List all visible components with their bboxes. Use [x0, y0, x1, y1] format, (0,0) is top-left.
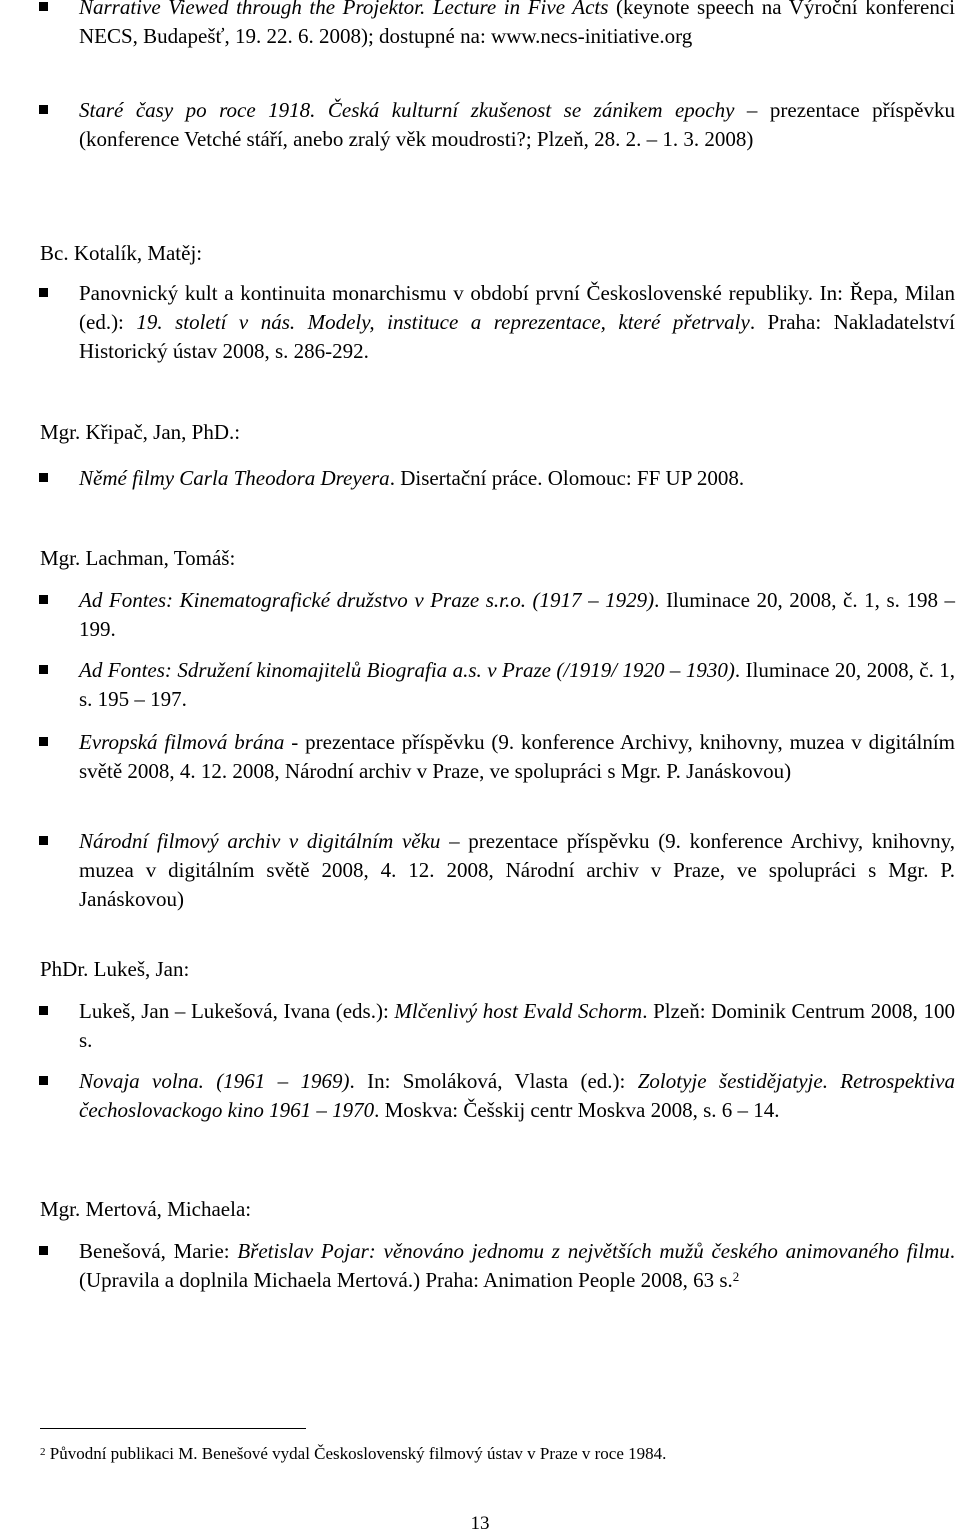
- entry-text: [79, 279, 955, 366]
- page-number: 13: [470, 1513, 490, 1534]
- footnote-reference: 2: [732, 1269, 740, 1284]
- author-heading: Mgr. Lachman, Tomáš:: [40, 546, 236, 570]
- entry-text: [79, 586, 955, 644]
- author-heading: Bc. Kotalík, Matěj:: [40, 241, 203, 265]
- entry-title-italic: Narrative Viewed through the Projektor. Lecture in Five Acts: [79, 0, 609, 19]
- entry-text: [79, 656, 955, 714]
- entry-text-segment: . Plzeň: Dominik Centrum 2008, 100 s.: [79, 999, 955, 1052]
- entry-text-segment: - prezentace příspěvku (9. konference Archivy, knihovny, muzea v digitálním světě 2008, 4. 12. 2008, Národní archiv v Praze, ve spolupráci s Mgr. P. Janáskovou): [79, 730, 955, 783]
- entry-text-segment: – prezentace příspěvku (9. konference Archivy, knihovny, muzea v digitálním světě 2008, 4. 12. 2008, Národní archiv v Praze, ve spolupráci s Mgr. P. Janáskovou): [79, 829, 955, 911]
- square-bullet-icon: [39, 1006, 48, 1015]
- footnote: [40, 1442, 940, 1466]
- square-bullet-icon: [39, 836, 48, 845]
- square-bullet-icon: [39, 288, 48, 297]
- author-heading: Mgr. Mertová, Michaela:: [40, 1197, 252, 1221]
- square-bullet-icon: [39, 665, 48, 674]
- entry-text-segment: . Iluminace 20, 2008, č. 1, s. 195 – 197.: [79, 658, 956, 711]
- entry-text-segment: . Moskva: Češskij centr Moskva 2008, s. 6 – 14.: [374, 1098, 780, 1122]
- entry-title-italic: Staré časy po roce 1918. Česká kulturní zkušenost se zánikem epochy: [79, 98, 735, 122]
- entry-text-segment: . Disertační práce. Olomouc: FF UP 2008.: [389, 466, 745, 490]
- entry-title-italic: Mlčenlivý host Evald Schorm: [394, 999, 643, 1023]
- square-bullet-icon: [39, 1076, 48, 1085]
- entry-text: [79, 96, 955, 154]
- entry-title-italic: Evropská filmová brána: [79, 730, 285, 754]
- entry-text: [79, 1067, 955, 1125]
- entry-text: [79, 464, 955, 493]
- square-bullet-icon: [39, 595, 48, 604]
- entry-text-segment: – prezentace příspěvku (konference Vetché stáří, anebo zralý věk moudrosti?; Plzeň, 28. 2. – 1. 3. 2008): [79, 98, 955, 151]
- square-bullet-icon: [39, 473, 48, 482]
- author-heading: Mgr. Křipač, Jan, PhD.:: [40, 420, 241, 444]
- entry-text-segment: Panovnický kult a kontinuita monarchismu v období první Československé republiky. In: Řepa, Milan (ed.):: [79, 281, 955, 334]
- entry-title-italic: Zolotyje šestidějatyje. Retrospektiva čechoslovackogo kino 1961 – 1970: [79, 1069, 955, 1122]
- entry-title-italic: Národní filmový archiv v digitálním věku: [79, 829, 441, 853]
- square-bullet-icon: [39, 1246, 48, 1255]
- entry-text-segment: . In: Smoláková, Vlasta (ed.):: [349, 1069, 638, 1093]
- entry-title-italic: Němé filmy Carla Theodora Dreyera: [79, 466, 390, 490]
- entry-text-segment: . Praha: Nakladatelství Historický ústav 2008, s. 286-292.: [79, 310, 955, 363]
- square-bullet-icon: [39, 105, 48, 114]
- square-bullet-icon: [39, 2, 48, 11]
- square-bullet-icon: [39, 737, 48, 746]
- entry-title-italic: Ad Fontes: Sdružení kinomajitelů Biografia a.s. v Praze (/1919/ 1920 – 1930): [79, 658, 735, 682]
- entry-title-italic: 19. století v nás. Modely, instituce a reprezentace, které přetrvaly: [136, 310, 750, 334]
- entry-title-italic: Ad Fontes: Kinematografické družstvo v Praze s.r.o. (1917 – 1929): [79, 588, 655, 612]
- footnote-marker: 2: [40, 1446, 46, 1458]
- footnote-separator: [40, 1428, 306, 1429]
- entry-text: [79, 728, 955, 786]
- entry-text: [79, 1237, 955, 1295]
- author-heading: PhDr. Lukeš, Jan:: [40, 957, 190, 981]
- footnote-text: Původní publikaci M. Benešové vydal Československý filmový ústav v Praze v roce 1984.: [45, 1444, 667, 1463]
- entry-text-segment: (keynote speech na Výroční konferenci NECS, Budapešť, 19. 22. 6. 2008); dostupné na: www.necs-initiative.org: [79, 0, 955, 48]
- entry-text-segment: Lukeš, Jan – Lukešová, Ivana (eds.):: [79, 999, 395, 1023]
- entry-text: [79, 0, 955, 51]
- entry-text: [79, 827, 955, 914]
- entry-text-segment: . Iluminace 20, 2008, č. 1, s. 198 – 199.: [79, 588, 955, 641]
- entry-title-italic: Břetislav Pojar: věnováno jednomu z největších mužů českého animovaného filmu: [237, 1239, 950, 1263]
- entry-text: [79, 997, 955, 1055]
- entry-title-italic: Novaja volna. (1961 – 1969): [79, 1069, 350, 1093]
- entry-text-segment: . (Upravila a doplnila Michaela Mertová.) Praha: Animation People 2008, 63 s.: [79, 1239, 955, 1292]
- entry-text-segment: Benešová, Marie:: [79, 1239, 238, 1263]
